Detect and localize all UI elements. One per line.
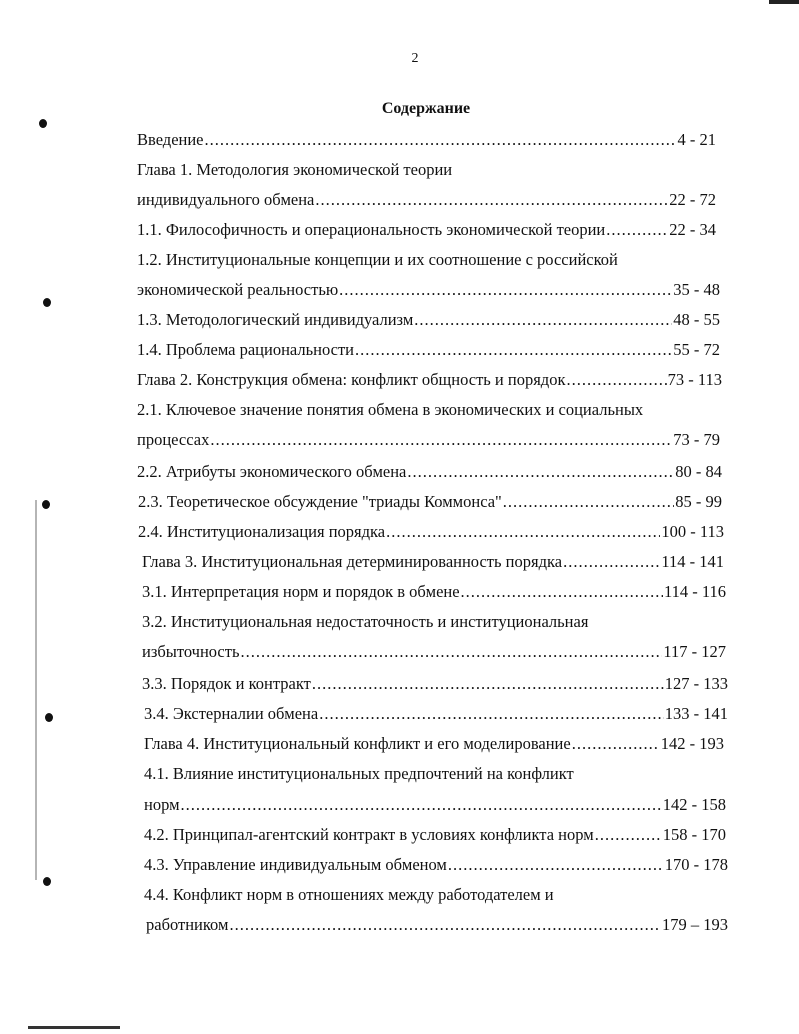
toc-entry-pages: 117 - 127 <box>663 642 726 661</box>
toc-entry-pages: 100 - 113 <box>661 522 724 541</box>
toc-entry <box>142 552 724 572</box>
toc-entry-title: экономической реальностью <box>137 280 339 299</box>
toc-entry <box>144 704 728 724</box>
binder-hole-icon <box>42 500 50 509</box>
toc-leader-dots <box>503 492 674 512</box>
toc-leader-dots <box>210 430 672 450</box>
toc-entry-pages: 4 - 21 <box>677 130 716 149</box>
toc-leader-dots <box>355 340 672 360</box>
toc-entry <box>142 582 726 602</box>
toc-entry-pages: 22 - 34 <box>669 220 716 239</box>
toc-entry-title: 2.3. Теоретическое обсуждение "триады Коммонса" <box>138 492 502 511</box>
toc-entry-title: 4.2. Принципал-агентский контракт в условиях конфликта норм <box>144 825 594 844</box>
toc-leader-dots <box>241 642 663 662</box>
toc-entry <box>137 400 643 420</box>
toc-entry-title: 4.3. Управление индивидуальным обменом <box>144 855 447 874</box>
toc-entry <box>137 160 452 180</box>
toc-leader-dots <box>461 582 663 602</box>
toc-leader-dots <box>563 552 660 572</box>
toc-leader-dots <box>407 462 674 482</box>
toc-entry-title: 2.4. Институционализация порядка <box>138 522 386 541</box>
toc-entry-pages: 142 - 193 <box>660 734 724 753</box>
toc-entry <box>137 462 722 482</box>
toc-entry-pages: 133 - 141 <box>664 704 728 723</box>
toc-entry <box>144 855 728 875</box>
toc-entry <box>137 370 722 390</box>
binder-hole-icon <box>39 119 47 128</box>
toc-entry-pages: 73 - 79 <box>673 430 720 449</box>
toc-leader-dots <box>205 130 677 150</box>
toc-entry <box>137 310 720 330</box>
toc-entry-title: 3.2. Институциональная недостаточность и институциональная <box>142 612 589 631</box>
toc-entry-title: 3.4. Экстерналии обмена <box>144 704 319 723</box>
toc-entry-title: 4.4. Конфликт норм в отношениях между работодателем и <box>144 885 554 904</box>
toc-leader-dots <box>229 915 661 935</box>
toc-entry-pages: 35 - 48 <box>673 280 720 299</box>
toc-entry-pages: 114 - 116 <box>663 582 726 601</box>
toc-entry-title: процессах <box>137 430 210 449</box>
toc-entry-pages: 55 - 72 <box>673 340 720 359</box>
toc-leader-dots <box>448 855 664 875</box>
toc-entry <box>144 764 574 784</box>
page-title: Содержание <box>381 100 471 117</box>
toc-entry-title: 2.2. Атрибуты экономического обмена <box>137 462 407 481</box>
scan-artifact-corner <box>769 0 799 4</box>
toc-entry <box>142 612 588 632</box>
toc-leader-dots <box>595 825 662 845</box>
toc-entry-pages: 179 – 193 <box>662 915 728 934</box>
toc-entry-title: 2.1. Ключевое значение понятия обмена в экономических и социальных <box>137 400 644 419</box>
toc-entry-pages: 127 - 133 <box>664 674 728 693</box>
toc-entry <box>137 190 716 210</box>
scan-artifact-bottom <box>28 1026 120 1029</box>
toc-entry-pages: 85 - 99 <box>675 492 722 511</box>
toc-entry-title: 4.1. Влияние институциональных предпочтений на конфликт <box>144 764 574 783</box>
toc-leader-dots <box>606 220 668 240</box>
toc-entry-pages: 48 - 55 <box>673 310 720 329</box>
toc-entry <box>138 522 724 542</box>
toc-entry-title: Введение <box>137 130 204 149</box>
toc-entry <box>146 915 728 935</box>
toc-leader-dots <box>315 190 668 210</box>
toc-entry-pages: 158 - 170 <box>662 825 726 844</box>
scan-artifact-margin-line <box>35 500 37 880</box>
toc-entry <box>137 130 716 150</box>
toc-entry <box>137 220 716 240</box>
toc-entry-pages: 80 - 84 <box>675 462 722 481</box>
toc-entry-pages: 170 - 178 <box>664 855 728 874</box>
toc-entry-title: Глава 3. Институциональная детерминированность порядка <box>142 552 563 571</box>
toc-entry-title: индивидуального обмена <box>137 190 315 209</box>
toc-leader-dots <box>414 310 672 330</box>
toc-entry-title: Глава 4. Институциональный конфликт и его моделирование <box>144 734 571 753</box>
toc-entry <box>144 734 724 754</box>
toc-entry <box>144 885 554 905</box>
toc-entry-title: работником <box>146 915 229 934</box>
toc-leader-dots <box>572 734 660 754</box>
toc-leader-dots <box>566 370 666 390</box>
binder-hole-icon <box>45 713 53 722</box>
toc-entry-title: 1.2. Институциональные концепции и их соотношение с российской <box>137 250 618 269</box>
toc-entry-title: 1.4. Проблема рациональности <box>137 340 355 359</box>
binder-hole-icon <box>43 877 51 886</box>
toc-entry <box>137 250 618 270</box>
toc-entry-title: норм <box>144 795 180 814</box>
page-number: 2 <box>411 51 419 66</box>
toc-entry <box>144 825 726 845</box>
toc-leader-dots <box>339 280 672 300</box>
toc-entry <box>137 280 720 300</box>
toc-entry <box>137 430 720 450</box>
toc-entry-pages: 142 - 158 <box>662 795 726 814</box>
toc-entry <box>138 492 722 512</box>
toc-entry-pages: 73 - 113 <box>667 370 722 389</box>
toc-leader-dots <box>386 522 660 542</box>
toc-entry <box>142 642 726 662</box>
toc-entry-pages: 114 - 141 <box>661 552 724 571</box>
toc-entry-pages: 22 - 72 <box>669 190 716 209</box>
toc-leader-dots <box>181 795 662 815</box>
binder-hole-icon <box>43 298 51 307</box>
toc-leader-dots <box>319 704 664 724</box>
toc-entry <box>142 674 728 694</box>
toc-entry-title: 3.3. Порядок и контракт <box>142 674 311 693</box>
toc-entry-title: избыточность <box>142 642 240 661</box>
toc-entry-title: 1.3. Методологический индивидуализм <box>137 310 414 329</box>
toc-entry-title: Глава 1. Методология экономической теории <box>137 160 453 179</box>
toc-entry-title: 1.1. Философичность и операциональность экономической теории <box>137 220 606 239</box>
toc-entry <box>137 340 720 360</box>
toc-entry-title: 3.1. Интерпретация норм и порядок в обмене <box>142 582 460 601</box>
toc-entry-title: Глава 2. Конструкция обмена: конфликт общность и порядок <box>137 370 566 389</box>
toc-leader-dots <box>312 674 664 694</box>
toc-entry <box>144 795 726 815</box>
